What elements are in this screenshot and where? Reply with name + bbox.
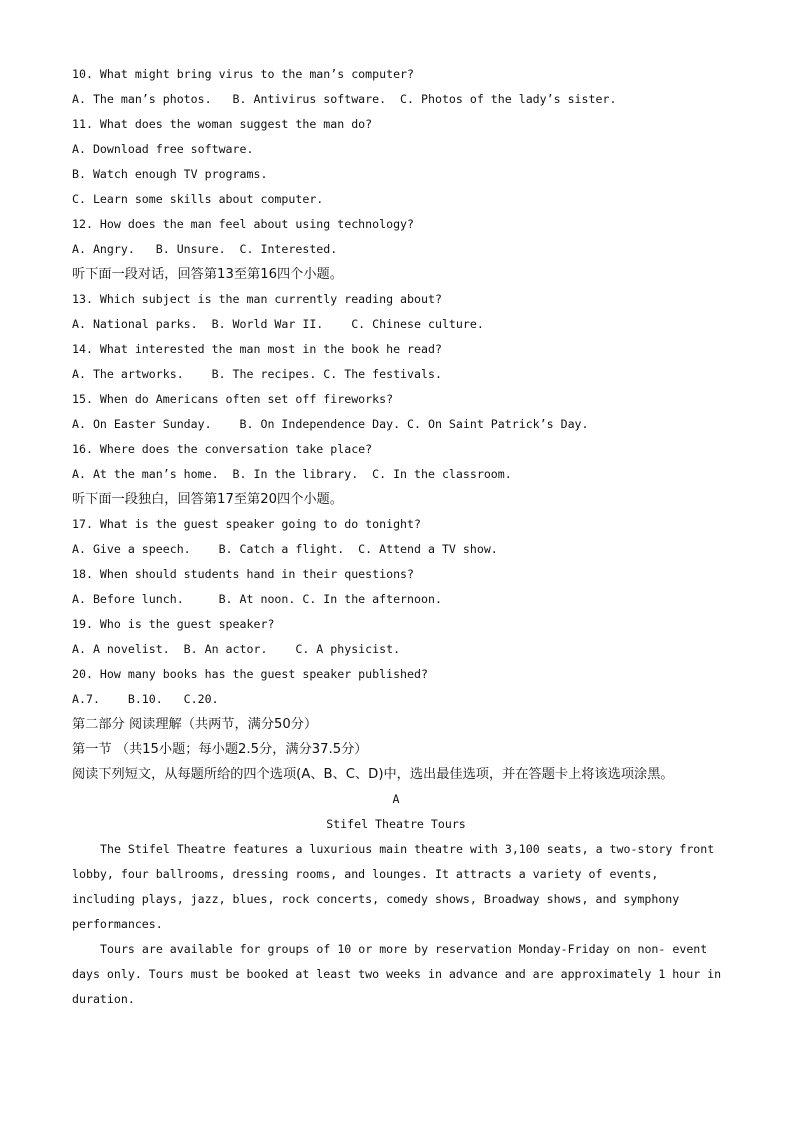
instruction-13-16: 听下面一段对话，回答第13至第16四个小题。 <box>72 267 343 282</box>
question-15: 15. When do Americans often set off fireworks? <box>72 392 394 406</box>
page-content <box>72 62 732 1012</box>
question-10: 10. What might bring virus to the man’s computer? <box>72 67 415 81</box>
question-19-options: A. A novelist. B. An actor. C. A physicist. <box>72 642 401 656</box>
passage-paragraph-1: The Stifel Theatre features a luxurious main theatre with 3,100 seats, a two-story front lobby, four ballrooms, dressing rooms, and lounges. It attracts a variety of events, including plays, jazz, blues, rock concerts, comedy shows, Broadway shows, and symphony performances. <box>72 842 715 931</box>
question-13-options: A. National parks. B. World War II. C. Chinese culture. <box>72 317 484 331</box>
question-10-options: A. The man’s photos. B. Antivirus software. C. Photos of the lady’s sister. <box>72 92 617 106</box>
question-11-option-a: A. Download free software. <box>72 142 254 156</box>
question-15-options: A. On Easter Sunday. B. On Independence Day. C. On Saint Patrick’s Day. <box>72 417 589 431</box>
instruction-17-20: 听下面一段独白，回答第17至第20四个小题。 <box>72 492 343 507</box>
question-17-options: A. Give a speech. B. Catch a flight. C. Attend a TV show. <box>72 542 498 556</box>
passage-label: A <box>392 792 400 806</box>
question-16: 16. Where does the conversation take place? <box>72 442 373 456</box>
passage-title: Stifel Theatre Tours <box>326 817 466 831</box>
question-18: 18. When should students hand in their questions? <box>72 567 415 581</box>
reading-instruction: 阅读下列短文，从每题所给的四个选项(A、B、C、D)中，选出最佳选项，并在答题卡上将该选项涂黑。 <box>72 767 674 782</box>
question-12: 12. How does the man feel about using technology? <box>72 217 415 231</box>
question-11-option-c: C. Learn some skills about computer. <box>72 192 324 206</box>
section1-heading: 第一节 （共15小题；每小题2.5分，满分37.5分） <box>72 742 368 757</box>
question-14-options: A. The artworks. B. The recipes. C. The festivals. <box>72 367 442 381</box>
part2-heading: 第二部分 阅读理解（共两节，满分50分） <box>72 717 318 732</box>
question-11: 11. What does the woman suggest the man do? <box>72 117 373 131</box>
question-17: 17. What is the guest speaker going to do tonight? <box>72 517 422 531</box>
question-20: 20. How many books has the guest speaker published? <box>72 667 428 681</box>
question-11-option-b: B. Watch enough TV programs. <box>72 167 268 181</box>
passage-paragraph-2: Tours are available for groups of 10 or more by reservation Monday-Friday on non- event days only. Tours must be booked at least two weeks in advance and are approximately 1 hour in duration. <box>72 942 722 1006</box>
question-20-options: A.7. B.10. C.20. <box>72 692 219 706</box>
question-19: 19. Who is the guest speaker? <box>72 617 275 631</box>
question-13: 13. Which subject is the man currently reading about? <box>72 292 442 306</box>
question-16-options: A. At the man’s home. B. In the library. C. In the classroom. <box>72 467 512 481</box>
question-12-options: A. Angry. B. Unsure. C. Interested. <box>72 242 338 256</box>
question-14: 14. What interested the man most in the book he read? <box>72 342 442 356</box>
question-18-options: A. Before lunch. B. At noon. C. In the afternoon. <box>72 592 442 606</box>
